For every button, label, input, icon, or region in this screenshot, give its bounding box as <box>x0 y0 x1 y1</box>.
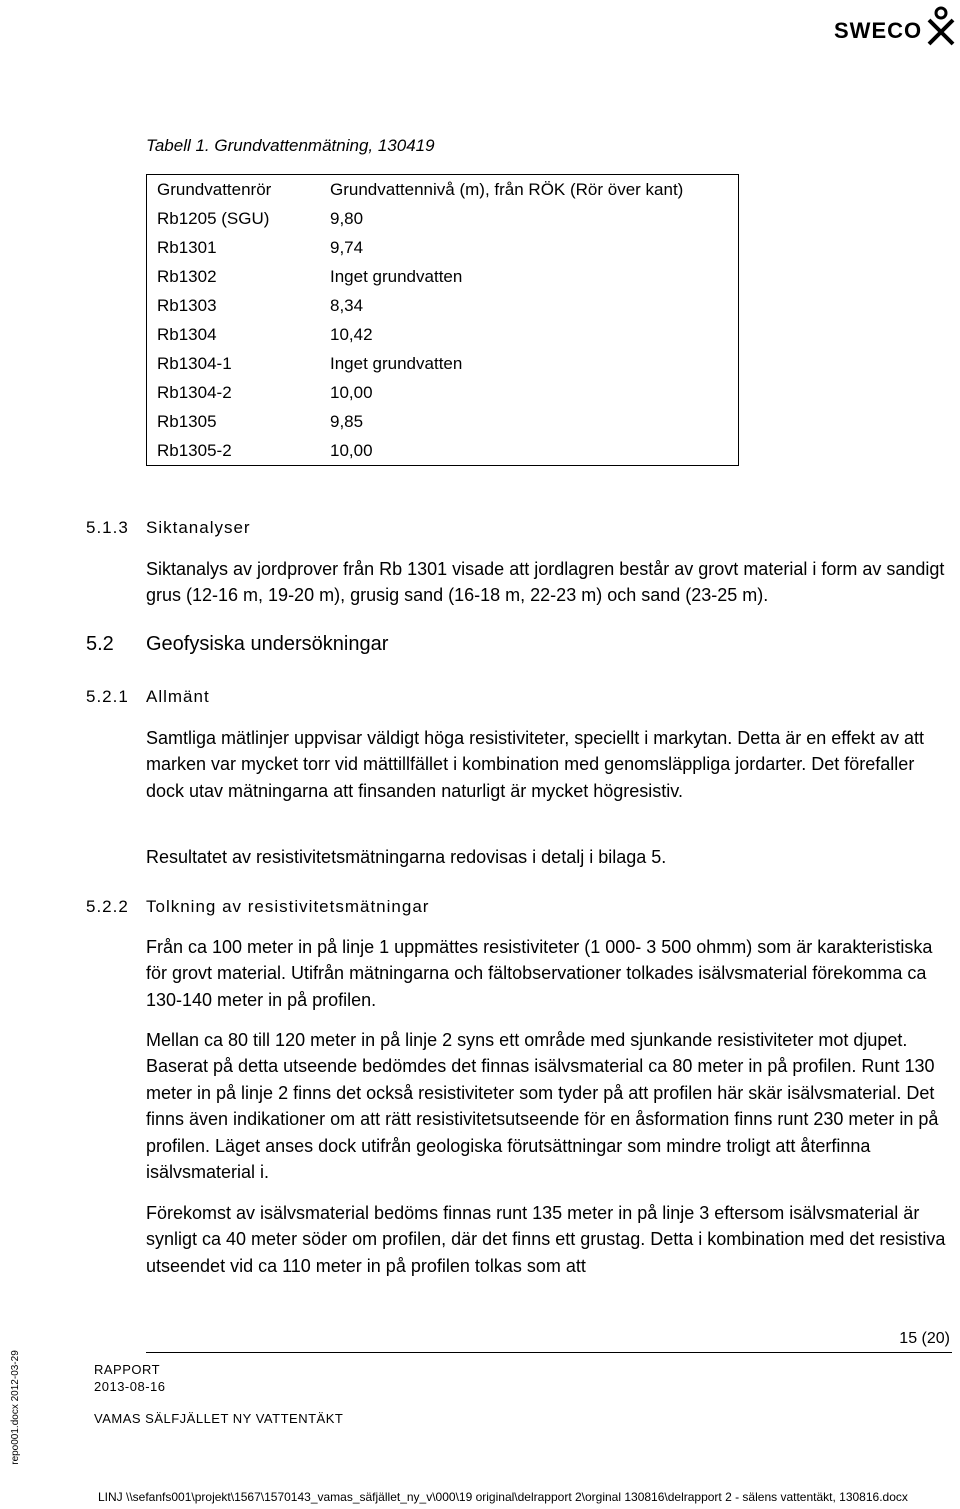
paragraph: Förekomst av isälvsmaterial bedöms finnas runt 135 meter in på linje 3 eftersom isälvsmaterial är synligt ca 40 meter söder om profilen, där det finns ett grustag. Detta i kombination med det resistiva utseendet vid ca 110 meter in på profilen tolkas som att <box>146 1203 946 1276</box>
sweco-mark-icon <box>926 6 956 46</box>
table-cell: 10,00 <box>330 383 373 402</box>
heading-5-2-1 <box>86 687 210 707</box>
footer-divider <box>146 1352 952 1353</box>
table-cell: Rb1301 <box>157 238 217 257</box>
table-row <box>147 320 739 349</box>
report-type: RAPPORT <box>94 1362 161 1377</box>
report-date: 2013-08-16 <box>94 1379 166 1394</box>
heading-number: 5.2 <box>86 633 114 655</box>
table-cell: 10,42 <box>330 325 373 344</box>
table-cell: Rb1303 <box>157 296 217 315</box>
table-header-row <box>147 175 739 205</box>
table-cell: Rb1304-1 <box>157 354 232 373</box>
table-row <box>147 291 739 320</box>
logo-text: SWECO <box>834 18 923 43</box>
table-cell: 10,00 <box>330 441 373 460</box>
heading-number: 5.2.2 <box>86 897 129 916</box>
project-name: VAMAS SÄLFJÄLLET NY VATTENTÄKT <box>94 1411 344 1426</box>
heading-title: Siktanalyser <box>146 518 251 537</box>
file-path: LINJ \\sefanfs001\projekt\1567\1570143_vamas_säfjället_ny_v\000\19 original\delrapport 2\orginal 130816\delrapport 2 - sälens vattentäkt, 130816.docx <box>98 1490 908 1504</box>
table-row <box>147 378 739 407</box>
table-cell: Inget grundvatten <box>330 354 463 373</box>
heading-number: 5.1.3 <box>86 518 129 537</box>
column-header: Grundvattennivå (m), från RÖK (Rör över kant) <box>330 180 684 199</box>
heading-5-1-3 <box>86 518 251 538</box>
paragraph: Samtliga mätlinjer uppvisar väldigt höga resistiviteter, speciellt i markytan. Detta är en effekt av att marken var mycket torr vid mättillfället i kombination med genomsläppliga jordarter. Det förefaller dock utav mätningarna att finsanden naturligt är mycket högresistiv. <box>146 728 925 801</box>
heading-title: Allmänt <box>146 687 210 706</box>
table-cell: Inget grundvatten <box>330 267 463 286</box>
table-cell: 9,80 <box>330 209 364 228</box>
paragraph: Från ca 100 meter in på linje 1 uppmättes resistiviteter (1 000- 3 500 ohmm) som är karakteristiska för grovt material. Utifrån mätningarna och fältobservationer tolkades isälvsmaterial förekomma ca 130-140 meter in på profilen. <box>146 937 933 1010</box>
paragraph: Siktanalys av jordprover från Rb 1301 visade att jordlagren består av grovt material i form av sandigt grus (12-16 m, 19-20 m), grusig sand (16-18 m, 22-23 m) och sand (23-25 m). <box>146 559 945 606</box>
table-cell: 9,74 <box>330 238 364 257</box>
table-cell: Rb1304-2 <box>157 383 232 402</box>
table-row <box>147 436 739 466</box>
groundwater-table <box>146 174 739 466</box>
table-row <box>147 204 739 233</box>
column-header: Grundvattenrör <box>157 180 272 199</box>
table-cell: 8,34 <box>330 296 364 315</box>
heading-number: 5.2.1 <box>86 687 129 706</box>
paragraph: Resultatet av resistivitetsmätningarna redovisas i detalj i bilaga 5. <box>146 847 667 867</box>
table-row <box>147 349 739 378</box>
table-cell: Rb1304 <box>157 325 217 344</box>
table-row <box>147 262 739 291</box>
table-cell: Rb1205 (SGU) <box>157 209 270 228</box>
table-row <box>147 407 739 436</box>
heading-title: Geofysiska undersökningar <box>146 633 389 655</box>
table-cell: Rb1302 <box>157 267 217 286</box>
table-cell: Rb1305-2 <box>157 441 232 460</box>
table-row <box>147 233 739 262</box>
table-cell: 9,85 <box>330 412 364 431</box>
heading-5-2-2 <box>86 897 429 917</box>
heading-title: Tolkning av resistivitetsmätningar <box>146 897 430 916</box>
paragraph: Mellan ca 80 till 120 meter in på linje 2 syns ett område med sjunkande resistiviteter mot djupet. Baserat på detta utseende bedömdes det finnas isälvsmaterial ca 80 meter in på profilen. Runt 130 meter in på linje 2 finns det också resistiviteter som tyder på att profilen här skär isälvsmaterial. Det finns även indikationer om att rätt resistivitetsutseende för en åsformation finns runt 230 meter in på profilen. Läget anses dock utifrån geologiska förutsättningar som mindre troligt att återfinna isälvsmaterial i. <box>146 1030 939 1183</box>
page-number: 15 (20) <box>899 1330 950 1347</box>
table-caption: Tabell 1. Grundvattenmätning, 130419 <box>146 136 435 155</box>
table-cell: Rb1305 <box>157 412 217 431</box>
heading-5-2 <box>86 633 388 656</box>
template-side-text: repo001.docx 2012-03-29 <box>9 1350 21 1465</box>
